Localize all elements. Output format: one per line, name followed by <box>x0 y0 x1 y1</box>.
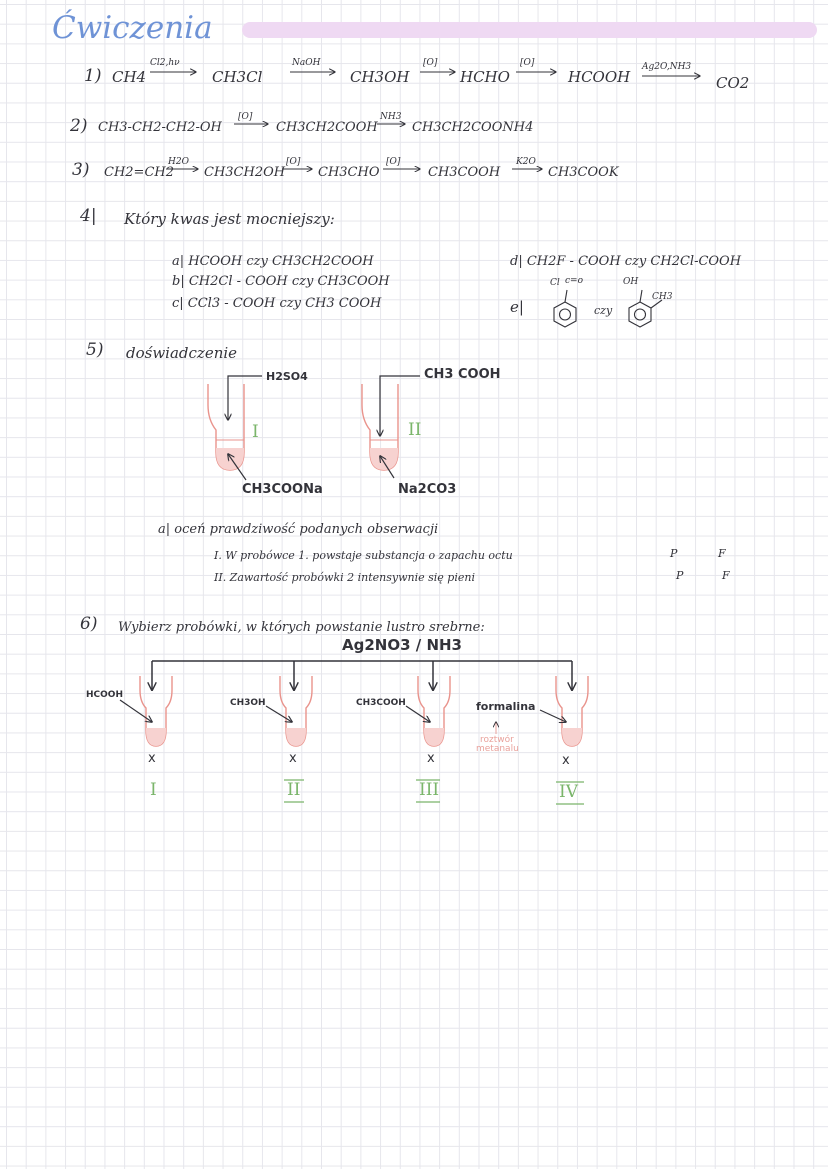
tube-mark: x <box>427 751 435 766</box>
reagent: [O] <box>423 58 438 68</box>
option-a: a| HCOOH czy CH3CH2COOH <box>172 254 374 269</box>
tube-mark: x <box>148 751 156 766</box>
exercise-number: 4| <box>80 206 97 226</box>
observation-2: II. Zawartość probówki 2 intensywnie się pieni <box>214 571 475 584</box>
task-text: a| oceń prawdziwość podanych obserwacji <box>158 522 439 537</box>
silver-mirror-tubes <box>120 676 588 746</box>
question-text: Który kwas jest mocniejszy: <box>124 210 335 228</box>
question-text: Wybierz probówki, w których powstanie lustro srebrne: <box>118 620 485 635</box>
true-option: P <box>670 547 678 560</box>
species: CH3Cl <box>212 68 263 86</box>
czy-word: czy <box>594 304 613 317</box>
test-tube <box>418 676 450 746</box>
species: CH3COOH <box>428 165 501 180</box>
tube-label-1: I <box>150 780 157 800</box>
reaction-arrows-ex1 <box>150 72 700 76</box>
species: CH4 <box>112 68 147 86</box>
tube-label-1: I <box>252 422 259 442</box>
substituent-cl: Cl <box>550 278 560 288</box>
tube-label-3: III <box>419 780 440 800</box>
species: CH3CH2COOH <box>276 120 378 135</box>
species: HCOOH <box>568 68 631 86</box>
test-tube <box>280 676 312 746</box>
species: CH3CH2OH <box>204 165 286 180</box>
true-option: P <box>676 569 684 582</box>
reagent: Ag2O,NH3 <box>642 62 692 72</box>
option-b: b| CH2Cl - COOH czy CH3COOH <box>172 274 390 289</box>
species: CH2=CH2 <box>104 165 175 180</box>
substituent-cooh: c=o <box>565 276 583 286</box>
option-d: d| CH2F - COOH czy CH2Cl-COOH <box>510 254 742 269</box>
section-title: doświadczenie <box>126 344 238 362</box>
false-option: F <box>718 547 726 560</box>
reagent: K2O <box>516 157 536 167</box>
test-tube <box>140 676 172 746</box>
species: CH3OH <box>350 68 410 86</box>
tube-reagent: HCOOH <box>86 690 123 700</box>
species: CH3CHO <box>318 165 380 180</box>
observation-1: I. W probówce 1. powstaje substancja o zapachu octu <box>214 549 513 562</box>
species: CH3-CH2-CH2-OH <box>98 120 222 135</box>
reagent: [O] <box>520 58 535 68</box>
exercise-number: 1) <box>84 66 102 86</box>
label-underlines <box>284 780 584 804</box>
tube-reagent: CH3COOH <box>356 698 406 708</box>
distribution-arrows <box>152 661 572 690</box>
reagent: [O] <box>386 157 401 167</box>
reagent: H2O <box>168 157 189 167</box>
reagent-sodium-acetate: CH3COONa <box>242 482 323 497</box>
note-line-1: roztwór <box>480 735 514 745</box>
exercise-number: 2) <box>70 116 88 136</box>
reagent-h2so4: H2SO4 <box>266 370 308 383</box>
reagent-sodium-carbonate: Na2CO3 <box>398 482 457 497</box>
tube-reagent: CH3OH <box>230 698 266 708</box>
tube-label-2: II <box>408 420 422 440</box>
species: CO2 <box>716 74 750 92</box>
tube-label-2: II <box>287 780 301 800</box>
option-e-label: e| <box>510 298 524 316</box>
benzene-rings <box>554 290 662 327</box>
tube-mark: x <box>289 751 297 766</box>
exercise-number: 6) <box>80 614 98 634</box>
reagent-tollens: Ag2NO3 / NH3 <box>342 636 462 654</box>
reagent: Cl2,hν <box>150 58 180 68</box>
note-line-2: metanalu <box>476 744 519 754</box>
substituent-oh: OH <box>623 277 639 287</box>
page-title: Ćwiczenia <box>52 10 213 46</box>
exercise-number: 3) <box>72 160 90 180</box>
reagent: NH3 <box>380 112 402 122</box>
reagent: [O] <box>286 157 301 167</box>
tube-label-4: IV <box>559 782 578 802</box>
species: HCHO <box>460 68 510 86</box>
option-c: c| CCl3 - COOH czy CH3 COOH <box>172 296 382 311</box>
exercise-number: 5) <box>86 340 104 360</box>
experiment-5-tubes <box>208 376 420 480</box>
species: CH3COOK <box>548 165 619 180</box>
substituent-ch3: CH3 <box>652 292 673 302</box>
reagent: [O] <box>238 112 253 122</box>
false-option: F <box>722 569 730 582</box>
tube-mark: x <box>562 753 570 768</box>
species: CH3CH2COONH4 <box>412 120 534 135</box>
tube-reagent: formalina <box>476 700 536 713</box>
reagent: NaOH <box>292 58 321 68</box>
reagent-acetic-acid: CH3 COOH <box>424 367 501 382</box>
